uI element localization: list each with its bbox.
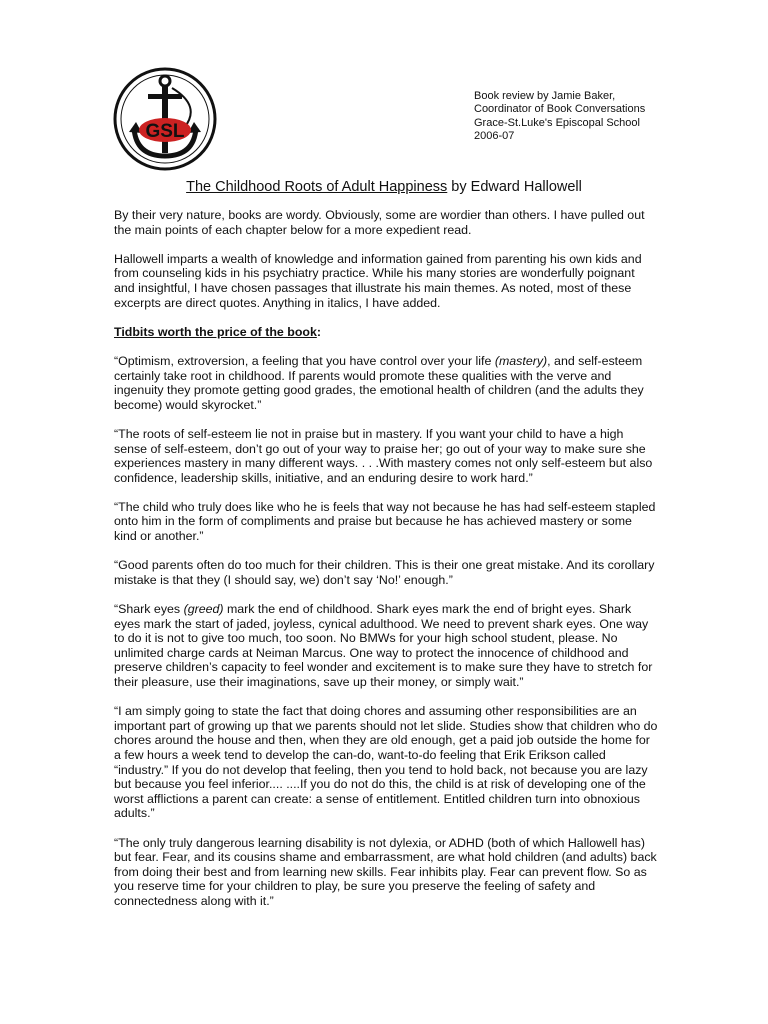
- section-heading-colon: :: [316, 324, 321, 339]
- quote-text: , and self-esteem certainly take root in childhood. If parents would promote these qualities with the verve and ingenuity they promote getting good grades, the emotional health of children (and the adults they become) would skyrocket.”: [114, 353, 644, 412]
- byline-year: 2006-07: [474, 130, 515, 143]
- quote-italic: (mastery): [494, 353, 548, 368]
- quote-shark-eyes: [114, 602, 658, 690]
- anchor-cross-icon: [112, 66, 218, 172]
- intro-paragraph-2: Hallowell imparts a wealth of knowledge and information gained from parenting his own kids and from counseling kids in his psychiatry practice. While his many stories are wonderfully poignant and insightful, I have chosen passages that illustrate his main themes. As noted, most of these excerpts are direct quotes. Anything in italics, I have added.: [114, 251, 642, 310]
- quote-self-esteem: “The roots of self-esteem lie not in praise but in mastery. If you want your child to have a high sense of self-esteem, don’t go out of your way to praise her; go out of your way to make sure she experiences mastery in many different ways. . . .With mastery comes not only self-esteem but also confidence, leadership skills, initiative, and an enduring desire to work hard.”: [114, 426, 653, 485]
- review-body: [114, 208, 658, 923]
- document-title: [0, 178, 768, 196]
- byline-role: Coordinator of Book Conversations: [474, 103, 646, 116]
- byline-reviewer: Book review by Jamie Baker,: [474, 90, 616, 102]
- book-author: by Edward Hallowell: [447, 179, 582, 195]
- quote-fear: “The only truly dangerous learning disability is not dylexia, or ADHD (both of which Hallowell has) but fear. Fear, and its cousins shame and embarrassment, are what hold children (and adults) back from doing their best and from learning new skills. Fear inhibits play. Fear can prevent flow. So as you reserve time for your children to play, be sure you preserve the feeling of safety and connectedness along with it.”: [114, 835, 657, 908]
- intro-paragraph-1: By their very nature, books are wordy. Obviously, some are wordier than others. I have pulled out the main points of each chapter below for a more expedient read.: [114, 208, 645, 237]
- quote-text: “Optimism, extroversion, a feeling that you have control over your life: [114, 353, 495, 368]
- school-logo: [112, 66, 218, 172]
- logo-letters: GSL: [145, 121, 185, 142]
- quote-optimism: [114, 354, 658, 412]
- section-heading: [114, 325, 658, 340]
- section-heading-text: Tidbits worth the price of the book: [114, 324, 317, 339]
- quote-child-likes-himself: “The child who truly does like who he is feels that way not because he has had self-esteem stapled onto him in the form of compliments and praise but because he has achieved mastery or some kind or another.”: [114, 499, 656, 544]
- book-title: The Childhood Roots of Adult Happiness: [186, 179, 448, 195]
- quote-good-parents: “Good parents often do too much for their children. This is their one great mistake. And its corollary mistake is that they (I should say, we) don’t say ‘No!’ enough.”: [114, 558, 655, 587]
- quote-text: “Shark eyes: [114, 602, 184, 617]
- review-byline: [474, 90, 645, 144]
- quote-text: mark the end of childhood. Shark eyes mark the end of bright eyes. Shark eyes mark the start of jaded, joyless, cynical adulthood. We need to prevent shark eyes. One way to do it is not to give too much, too soon. No BMWs for your high school student, please. No unlimited charge cards at Neiman Marcus. One way to protect the innocence of childhood and preserve children’s capacity to feel wonder and excitement is to make sure they have to stretch for their pleasure, use their imaginations, save up their money, or simply wait.”: [114, 602, 653, 689]
- byline-school: Grace-St.Luke's Episcopal School: [474, 116, 640, 129]
- quote-italic: (greed): [183, 602, 224, 617]
- quote-chores: “I am simply going to state the fact that doing chores and assuming other responsibilities are an important part of growing up that we parents should not let slide. Studies show that children who do chores around the house and then, when they are old enough, get a paid job outside the home for a few hours a week tend to develop the can-do, want-to-do feeling that Erik Erikson called “industry.” If you do not develop that feeling, then you tend to hold back, not because you are lazy but because you feel inferior.... ....If you do not do this, the child is at risk of developing one of the worst afflictions a parent can create: a sense of entitlement. Entitled children turn into obnoxious adults.”: [114, 704, 658, 821]
